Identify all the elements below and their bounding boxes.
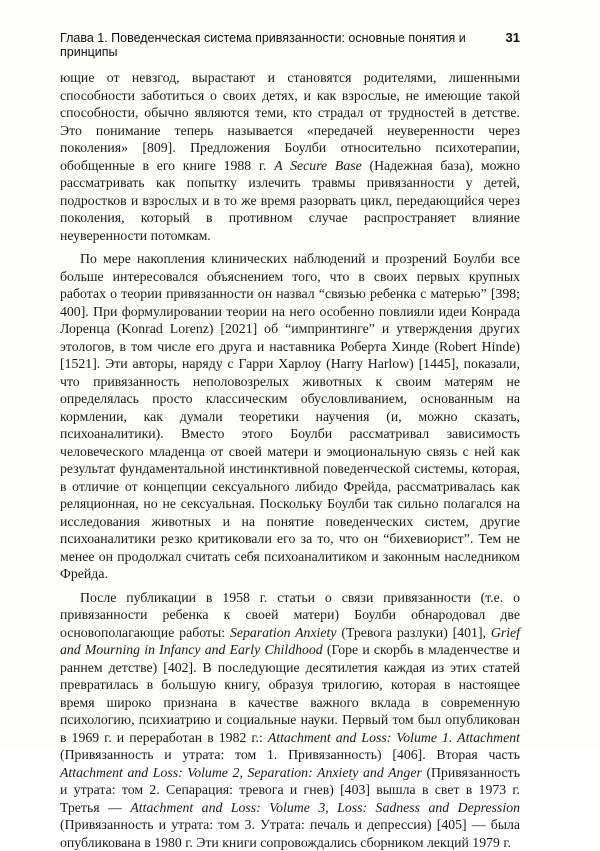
chapter-title: Глава 1. Поведенческая система привязанности: основные понятия и принципы — [60, 31, 506, 59]
text-run: После публикации в 1958 г. статьи о связи привязанности (т.е. о привязанности ребенка к своей матери) Боулби обнародовал две основополагающие работы: — [60, 590, 520, 640]
page-number: 31 — [506, 30, 520, 45]
running-header — [60, 30, 520, 59]
book-title: Attachment and Loss: Volume 1. Attachment — [268, 730, 520, 745]
text-run: (Надежная база), можно рассматривать как попытку излечить травмы привязанности у детей, подростков и взрослых и в то же время разорвать цикл, передающийся через поколения, который в противном случае распространяет влияние неуверенности потомкам. — [60, 158, 520, 243]
text-run: По мере накопления клинических наблюдений и прозрений Боулби все больше интересовался объяснением того, что в своих первых крупных работах о теории привязанности он назвал “связью ребенка с матерью” [398; 400]. При формулировании теории на него особенно повлияли идеи Конрада Лоренца (Konrad Lorenz) [2021] об “импринтинге” и утверждения других этологов, в том числе его друга и наставника Роберта Хинде (Robert Hinde) [1521]. Эти авторы, наряду с Гарри Харлоу (Harry Harlow) [1445], показали, что привязанность неполовозрелых животных к своим матерям не определялась просто классическим обусловливанием, основанным на кормлении, как думали теоретики научения (и, можно сказать, психоаналитики). Вместо этого Боулби рассматривал зависимость человеческого младенца от своей матери и эмоциональную связь с ней как результат фундаментальной инстинктивной поведенческой системы, которая, в отличие от концепции сексуального либидо Фрейда, рассматривалась как реляционная, но не сексуальная. Поскольку Боулби так сильно полагался на исследования животных и на понятие поведенческих систем, другие психоаналитики резко критиковали его за то, что он “бихевиорист”. Тем не менее он продолжал считать себя психоаналитиком и законным наследником Фрейда. — [60, 251, 520, 581]
book-title: A Secure Base — [274, 158, 362, 173]
book-title: Attachment and Loss: Volume 2, Separation: Anxiety and Anger — [60, 765, 422, 780]
text-run: (Привязанность и утрата: том 3. Утрата: печаль и депрессия) [405] — была опубликована в 1980 г. Эти книги сопровождались сборником лекций 1979 г. — [60, 817, 520, 850]
paragraph — [60, 69, 520, 244]
book-title: Attachment and Loss: Volume 3, Loss: Sadness and Depression — [130, 800, 520, 815]
paragraph — [60, 589, 520, 851]
text-run: (Привязанность и утрата: том 2. Сепарация: тревога и гнев) [403] вышла в свет в 1973 г. Третья — — [60, 765, 520, 815]
book-title: Separation Anxiety — [230, 625, 337, 640]
text-run: ющие от невзгод, вырастают и становятся родителями, лишенными способности заботиться о своих детях, и как взрослые, не имеющие такой способности, обычно являются теми, кто страдал от трудностей в детстве. Это понимание теперь называется «передачей неуверенности через поколения» [809]. Предложения Боулби относительно психотерапии, обобщенные в его книге 1988 г. — [60, 70, 520, 173]
book-title: Grief and Mourning in Infancy and Early Childhood — [60, 625, 520, 658]
text-run: (Тревога разлуки) [401], — [336, 625, 490, 640]
text-run: (Привязанность и утрата: том 1. Привязанность) [406]. Вторая часть — [60, 747, 520, 762]
paragraph — [60, 250, 520, 583]
body-text — [60, 69, 520, 851]
text-run: (Горе и скорбь в младенчестве и раннем детстве) [402]. В последующие десятилетия каждая из этих статей превратилась в большую книгу, образуя трилогию, которая в настоящее время широко признана в качестве важного вклада в современную психологию, психиатрию и социальные науки. Первый том был опубликован в 1969 г. и переработан в 1982 г.: — [60, 642, 520, 745]
